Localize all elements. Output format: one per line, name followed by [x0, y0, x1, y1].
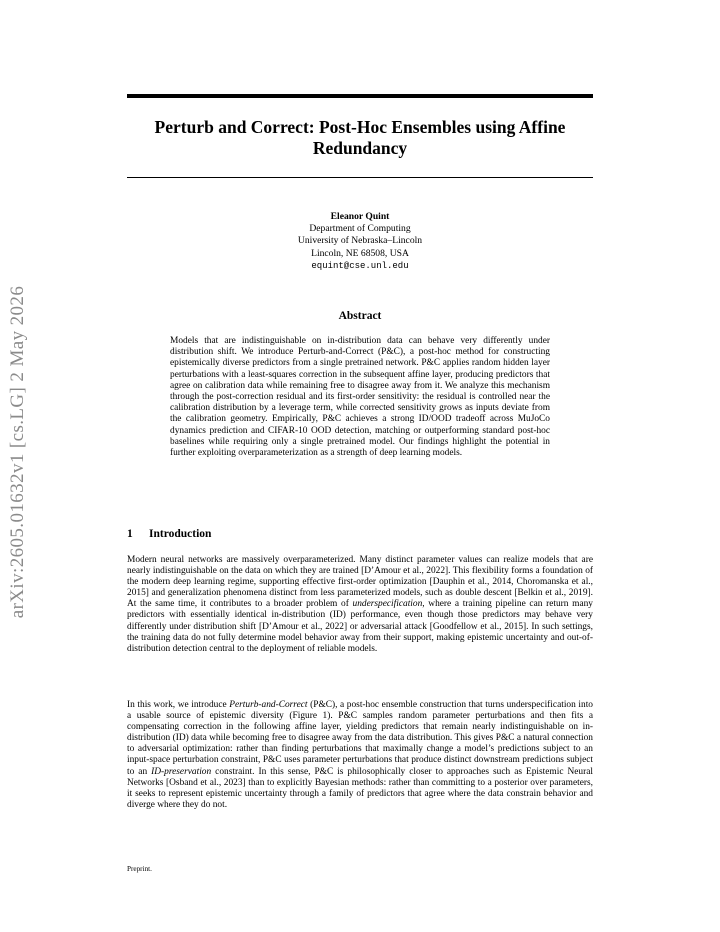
section-title: Introduction: [149, 528, 212, 540]
paragraph-text: In this work, we introduce: [127, 700, 230, 710]
section-number: 1: [127, 528, 133, 540]
author-university: University of Nebraska–Lincoln: [297, 235, 423, 247]
emphasis-term: ID-preservation: [151, 766, 212, 777]
abstract-heading: Abstract: [338, 310, 382, 322]
paragraph-text: constraint. In this sense, P&C is philosophically closer to approaches such as Epistemic Neural Networks [Osband et al., 2023] than to explicitly Bayesian methods: rather than committing to a posterior over parameters, it seeks to represent epistemic uncertainty through a family of predictors that agree where the data constrain behavior and diverge where they do not.: [127, 766, 593, 810]
arxiv-identifier-stamp: arXiv:2605.01632v1 [cs.LG] 2 May 2026: [7, 285, 28, 619]
intro-paragraph-1: [127, 555, 593, 655]
paper-title: Perturb and Correct: Post-Hoc Ensembles using Affine Redundancy: [154, 117, 566, 158]
intro-paragraph-2: [127, 700, 593, 811]
author-block: [127, 211, 593, 272]
paragraph-text: (P&C), a post-hoc ensemble construction that turns underspecification into a usable source of epistemic diversity (Figure 1). P&C samples random parameter perturbations and then fits a compensating correction in the following affine layer, yielding predictors that remain nearly indistinguishable on in-distribution (ID) data while becoming free to disagree away from the data distribution. This gives P&C a natural connection to adversarial optimization: rather than finding perturbations that maximally change a model’s predictions subject to an input-space perturbation constraint, P&C uses parameter perturbations that produce distinct downstream predictions subject to an: [127, 700, 593, 777]
author-email: equint@cse.unl.edu: [311, 260, 409, 271]
emphasis-term: Perturb-and-Correct: [229, 700, 308, 710]
section-heading-introduction: [127, 528, 593, 540]
author-department: Department of Computing: [309, 223, 411, 235]
paragraph-text: Modern neural networks are massively overparameterized. Many distinct parameter values can realize models that are nearly indistinguishable on the data on which they are trained [D’Amour et al., 2022]. This flexibility forms a foundation of the modern deep learning regime, supporting effective first-order optimization [Dauphin et al., 2014, Choromanska et al., 2015] and generalization phenomena distinct from less parameterized models, such as double descent [Belkin et al., 2019]. At the same time, it contributes to a broader problem of: [127, 555, 593, 610]
author-name: Eleanor Quint: [330, 211, 390, 222]
emphasis-term: underspecification: [352, 599, 423, 610]
author-location: Lincoln, NE 68508, USA: [311, 247, 409, 259]
title-top-rule: [127, 94, 593, 98]
title-bottom-rule: [127, 177, 593, 178]
paragraph-text: , where a training pipeline can return many predictors with essentially identical in-distribution (ID) performance, even though those predictors may behave very differently under distribution shift [D’Amour et al., 2022] or adversarial attack [Goodfellow et al., 2015]. In such settings, the training data do not fully determine model behavior away from their support, making epistemic uncertainty and out-of-distribution detection central to the deployment of reliable models.: [127, 599, 593, 654]
abstract-text: Models that are indistinguishable on in-distribution data can behave very differently under distribution shift. We introduce Perturb-and-Correct (P&C), a post-hoc method for constructing epistemically diverse predictors from a single pretrained network. P&C applies random hidden layer perturbations with a least-squares correction in the subsequent affine layer, producing predictors that agree on calibration data while remaining free to disagree away from it. We analyze this mechanism through the post-correction residual and its first-order sensitivity: the residual is controlled near the calibration distribution by a leverage term, while corrected sensitivity grows as inputs deviate from the calibration geometry. Empirically, P&C achieves a strong ID/OOD tradeoff across MuJoCo dynamics prediction and CIFAR-10 OOD detection, matching or outperforming standard post-hoc baselines while requiring only a single pretrained model. Our findings highlight the potential in further exploiting overparameterization as a strength of deep learning models.: [170, 336, 550, 459]
preprint-footnote: Preprint.: [127, 865, 152, 873]
